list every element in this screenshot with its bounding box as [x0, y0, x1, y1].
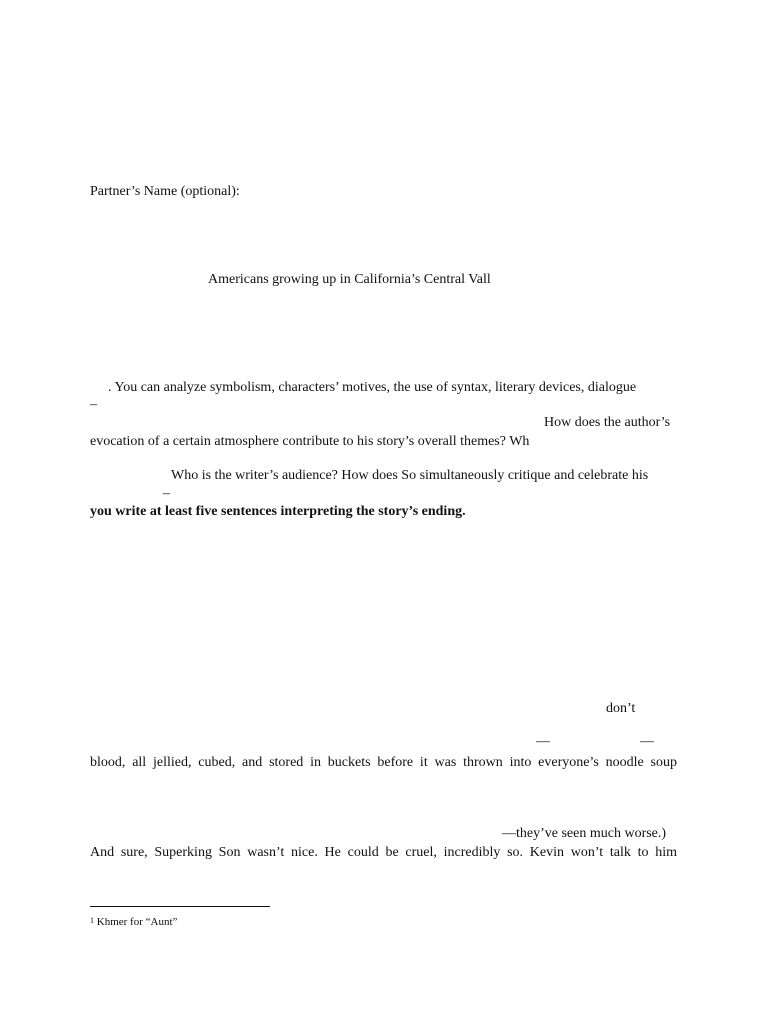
prompt-dash-1: –	[90, 397, 97, 412]
excerpt-dash-b: —	[640, 734, 654, 749]
footnote-marker: 1	[90, 916, 94, 925]
excerpt-line-blood: blood, all jellied, cubed, and stored in buckets before it was thrown into everyone’s noodle soup	[90, 755, 677, 770]
footnote-divider	[90, 906, 270, 907]
footnote	[90, 914, 177, 929]
prompt-dash-2: –	[163, 486, 170, 501]
prompt-line-1: . You can analyze symbolism, characters’ motives, the use of syntax, literary devices, dialogue	[108, 380, 637, 395]
excerpt-line-superking: And sure, Superking Son wasn’t nice. He could be cruel, incredibly so. Kevin won’t talk to him	[90, 845, 677, 860]
excerpt-line-worse: —they’ve seen much worse.)	[502, 826, 667, 841]
intro-title-fragment: Americans growing up in California’s Central Vall	[208, 272, 491, 287]
excerpt-word-dont: don’t	[606, 701, 636, 716]
partner-name-label: Partner’s Name (optional):	[90, 184, 240, 199]
excerpt-dash-a: —	[536, 734, 550, 749]
prompt-line-4: Who is the writer’s audience? How does So simultaneously critique and celebrate his	[171, 468, 649, 483]
prompt-instruction-bold: you write at least five sentences interpreting the story’s ending.	[90, 504, 466, 519]
prompt-line-3: evocation of a certain atmosphere contribute to his story’s overall themes? Wh	[90, 434, 530, 449]
prompt-line-2: How does the author’s	[544, 415, 671, 430]
footnote-text: Khmer for “Aunt”	[96, 916, 178, 928]
